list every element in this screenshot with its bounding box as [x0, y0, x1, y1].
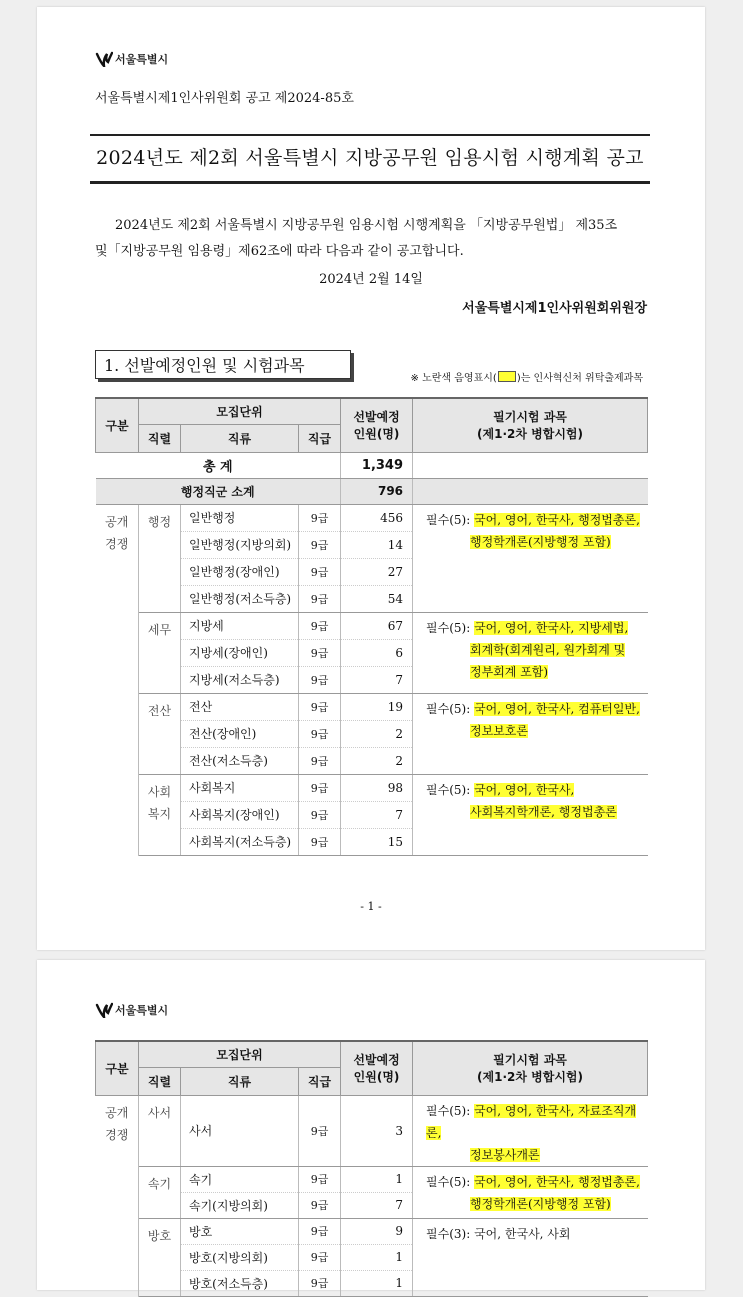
total-label: 총 계: [96, 452, 341, 478]
seoul-logo: [95, 51, 168, 67]
subject-text: 정부회계 포함): [470, 664, 549, 679]
subject-text: 국어, 영어, 한국사, 컴퓨터일반,: [474, 701, 640, 716]
series-cell: 사회 복지: [139, 774, 181, 855]
subject-text: 행정학개론(지방행정 포함): [470, 534, 611, 549]
subject-cell: [413, 1218, 648, 1296]
class-cell: 전산(장애인): [181, 720, 299, 747]
subject-text: 국어, 영어, 한국사, 자료조직개론,: [426, 1103, 637, 1140]
section-1-title: 1. 선발예정인원 및 시험과목: [95, 350, 351, 379]
count-cell: 7: [341, 1192, 413, 1218]
class-cell: 일반행정(지방의회): [181, 531, 299, 558]
category-cell: 공개 경쟁: [96, 504, 139, 855]
grade-cell: 9급: [299, 774, 341, 801]
count-cell: 27: [341, 558, 413, 585]
header-unit: 모집단위: [139, 1041, 341, 1067]
header-grade: 직급: [299, 1067, 341, 1095]
grade-cell: 9급: [299, 1192, 341, 1218]
class-cell: 방호(저소득층): [181, 1270, 299, 1296]
count-cell: 9: [341, 1218, 413, 1244]
notice-body-line-2: 및「지방공무원 임용령」제62조에 따라 다음과 같이 공고합니다.: [95, 244, 464, 259]
series-cell: 전산: [139, 693, 181, 774]
series-cell: 방호: [139, 1218, 181, 1296]
table-row: [96, 693, 648, 720]
series-cell: 행정: [139, 504, 181, 612]
subject-text: 국어, 영어, 한국사,: [474, 782, 575, 797]
class-cell: 전산(저소득층): [181, 747, 299, 774]
recruitment-table-page-1: [95, 397, 648, 856]
subject-text: 국어, 영어, 한국사, 지방세법,: [474, 620, 629, 635]
grade-cell: 9급: [299, 747, 341, 774]
header-subject: 필기시험 과목 (제1·2차 병합시험): [413, 398, 648, 452]
grade-cell: 9급: [299, 612, 341, 639]
class-cell: 속기(지방의회): [181, 1192, 299, 1218]
notice-body: [95, 213, 651, 265]
class-cell: 지방세(장애인): [181, 639, 299, 666]
header-unit: 모집단위: [139, 398, 341, 424]
seoul-logo-icon: [95, 1002, 113, 1018]
subject-cell: [413, 612, 648, 693]
table-row: [96, 504, 648, 531]
table-row: [96, 612, 648, 639]
notice-body-line-1: 2024년도 제2회 서울특별시 지방공무원 임용시험 시행계획을 「지방공무원법」 제35조: [115, 218, 618, 233]
subject-prefix: 필수(5):: [426, 701, 475, 716]
grade-cell: 9급: [299, 693, 341, 720]
document-page-2: [37, 960, 705, 1290]
table-row: [96, 774, 648, 801]
grade-cell: 9급: [299, 1166, 341, 1192]
admin-subtotal-label: 행정직군 소계: [96, 478, 341, 504]
table-row: [96, 1218, 648, 1244]
grade-cell: 9급: [299, 639, 341, 666]
header-class: 직류: [181, 1067, 299, 1095]
subject-cell: [413, 1166, 648, 1218]
subject-text: 국어, 영어, 한국사, 행정법총론,: [474, 512, 640, 527]
subject-text: 정보보호론: [470, 723, 528, 738]
count-cell: 7: [341, 801, 413, 828]
document-page-1: [37, 7, 705, 950]
subject-prefix: 필수(5):: [426, 1174, 475, 1189]
class-cell: 지방세(저소득층): [181, 666, 299, 693]
header-count: 선발예정 인원(명): [341, 1041, 413, 1095]
header-category: 구분: [96, 398, 139, 452]
subject-prefix: 필수(5):: [426, 620, 475, 635]
seoul-logo-text: 서울특별시: [115, 53, 169, 66]
subject-text: 사회복지학개론, 행정법총론: [470, 804, 617, 819]
count-cell: 54: [341, 585, 413, 612]
count-cell: 1: [341, 1270, 413, 1296]
class-cell: 일반행정: [181, 504, 299, 531]
count-cell: 14: [341, 531, 413, 558]
class-cell: 사회복지: [181, 774, 299, 801]
legend-swatch: [498, 371, 516, 382]
count-cell: 6: [341, 639, 413, 666]
class-cell: 일반행정(저소득층): [181, 585, 299, 612]
class-cell: 사회복지(장애인): [181, 801, 299, 828]
subject-prefix: 필수(5):: [426, 1103, 475, 1118]
seoul-logo-icon: [95, 51, 113, 67]
series-cell: 사서: [139, 1095, 181, 1166]
subject-text: 정보봉사개론: [470, 1147, 540, 1162]
notice-number: 서울특별시제1인사위원회 공고 제2024-85호: [95, 91, 354, 106]
subject-text: 국어, 영어, 한국사, 행정법총론,: [474, 1174, 640, 1189]
grade-cell: 9급: [299, 585, 341, 612]
category-cell: 공개 경쟁: [96, 1095, 139, 1296]
legend-prefix: ※ 노란색 음영표시(: [410, 373, 497, 384]
count-cell: 3: [341, 1095, 413, 1166]
recruitment-table-page-2: [95, 1040, 648, 1297]
header-count: 선발예정 인원(명): [341, 398, 413, 452]
class-cell: 방호(지방의회): [181, 1244, 299, 1270]
class-cell: 사서: [181, 1095, 299, 1166]
subject-text: 국어, 한국사, 사회: [474, 1226, 571, 1241]
count-cell: 1: [341, 1166, 413, 1192]
subject-prefix: 필수(5):: [426, 782, 475, 797]
class-cell: 방호: [181, 1218, 299, 1244]
grade-cell: 9급: [299, 531, 341, 558]
count-cell: 2: [341, 747, 413, 774]
header-class: 직류: [181, 424, 299, 452]
subject-prefix: 필수(3):: [426, 1226, 475, 1241]
class-cell: 속기: [181, 1166, 299, 1192]
class-cell: 지방세: [181, 612, 299, 639]
page-number: - 1 -: [360, 900, 382, 913]
grade-cell: 9급: [299, 1218, 341, 1244]
series-cell: 세무: [139, 612, 181, 693]
count-cell: 456: [341, 504, 413, 531]
count-cell: 19: [341, 693, 413, 720]
table-row: [96, 1166, 648, 1192]
count-cell: 15: [341, 828, 413, 855]
grade-cell: 9급: [299, 1095, 341, 1166]
admin-subtotal-value: 796: [341, 478, 413, 504]
subject-cell: [413, 693, 648, 774]
grade-cell: 9급: [299, 720, 341, 747]
grade-cell: 9급: [299, 666, 341, 693]
count-cell: 7: [341, 666, 413, 693]
header-series: 직렬: [139, 424, 181, 452]
header-subject: 필기시험 과목 (제1·2차 병합시험): [413, 1041, 648, 1095]
subject-text: 회계학(회계원리, 원가회계 및: [470, 642, 626, 657]
seoul-logo-text: 서울특별시: [115, 1004, 169, 1017]
legend-suffix: )는 인사혁신처 위탁출제과목: [516, 373, 643, 384]
class-cell: 일반행정(장애인): [181, 558, 299, 585]
notice-date: 2024년 2월 14일: [319, 272, 423, 287]
count-cell: 67: [341, 612, 413, 639]
subject-cell: [413, 1095, 648, 1166]
seoul-logo-page-2: [95, 1002, 168, 1018]
table-row: [96, 1095, 648, 1166]
highlight-legend: [411, 369, 643, 384]
notice-signature: 서울특별시제1인사위원회위원장: [462, 301, 647, 316]
grade-cell: 9급: [299, 558, 341, 585]
subject-cell: [413, 774, 648, 855]
grade-cell: 9급: [299, 504, 341, 531]
class-cell: 전산: [181, 693, 299, 720]
grade-cell: 9급: [299, 828, 341, 855]
series-cell: 속기: [139, 1166, 181, 1218]
total-value: 1,349: [341, 452, 413, 478]
count-cell: 2: [341, 720, 413, 747]
grade-cell: 9급: [299, 1270, 341, 1296]
header-series: 직렬: [139, 1067, 181, 1095]
grade-cell: 9급: [299, 1244, 341, 1270]
header-category: 구분: [96, 1041, 139, 1095]
subject-prefix: 필수(5):: [426, 512, 475, 527]
subject-cell: [413, 504, 648, 612]
subject-text: 행정학개론(지방행정 포함): [470, 1196, 611, 1211]
class-cell: 사회복지(저소득층): [181, 828, 299, 855]
header-grade: 직급: [299, 424, 341, 452]
grade-cell: 9급: [299, 801, 341, 828]
count-cell: 1: [341, 1244, 413, 1270]
notice-title: 2024년도 제2회 서울특별시 지방공무원 임용시험 시행계획 공고: [90, 134, 650, 184]
count-cell: 98: [341, 774, 413, 801]
